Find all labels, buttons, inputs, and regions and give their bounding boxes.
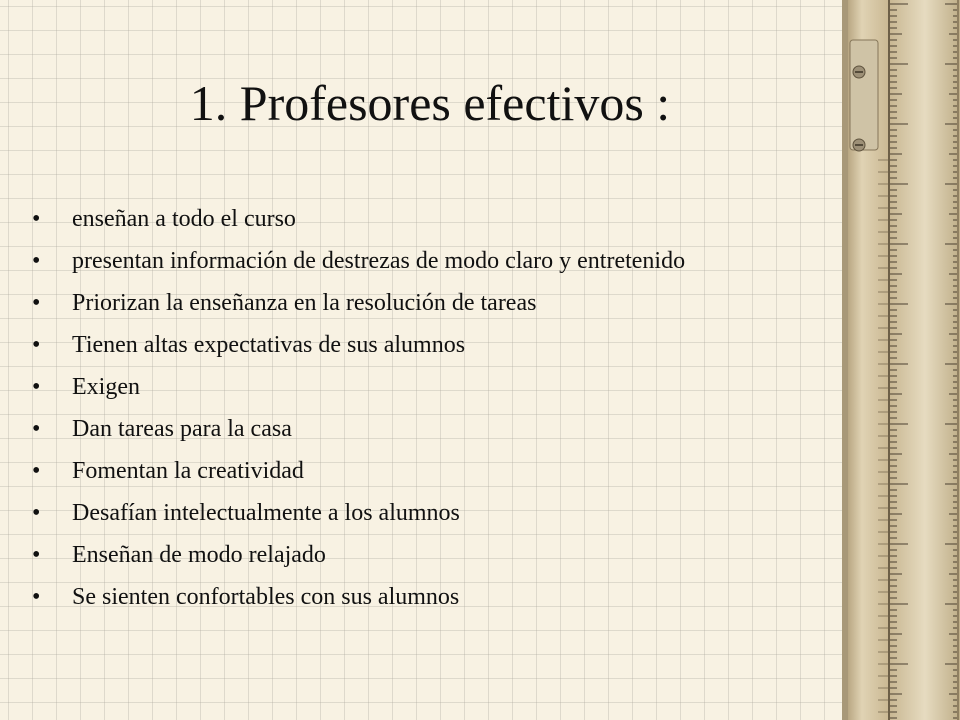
bullet-item: • Fomentan la creatividad — [30, 457, 830, 485]
bullet-list — [30, 205, 830, 625]
bullet-item: • Dan tareas para la casa — [30, 415, 830, 443]
bullet-item: • presentan información de destrezas de modo claro y entretenido — [30, 247, 830, 275]
ruler-decoration — [842, 0, 960, 720]
bullet-item: • Exigen — [30, 373, 830, 401]
bullet-item: • Priorizan la enseñanza en la resolución de tareas — [30, 289, 830, 317]
bullet-item: • Enseñan de modo relajado — [30, 541, 830, 569]
bullet-item: • Se sienten confortables con sus alumnos — [30, 583, 830, 611]
slide-title: 1. Profesores efectivos : — [189, 75, 671, 131]
bullet-item: • Desafían intelectualmente a los alumnos — [30, 499, 830, 527]
bullet-item: • Tienen altas expectativas de sus alumnos — [30, 331, 830, 359]
bullet-item: • enseñan a todo el curso — [30, 205, 830, 233]
